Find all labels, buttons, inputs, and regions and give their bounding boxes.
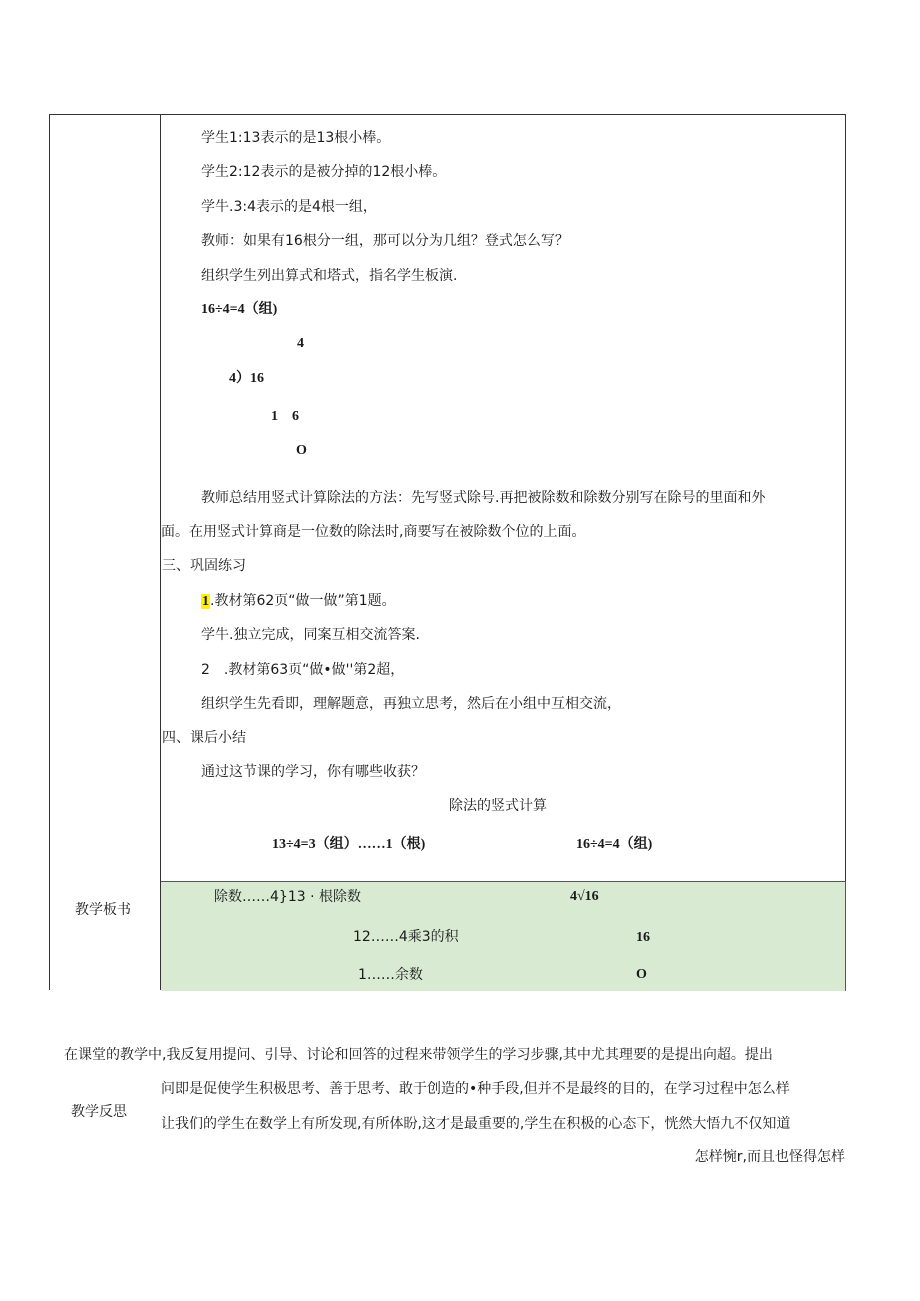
student2-line: 学生2:12表示的是被分掉的12根小棒。 bbox=[201, 164, 447, 180]
organize-line: 组织学生列出算式和塔式，指名学生板演. bbox=[201, 268, 458, 284]
reflection-line4: 怎样惋r,而且也怪得怎样 bbox=[694, 1149, 845, 1165]
table-column-divider bbox=[160, 114, 161, 990]
table-top-border bbox=[49, 114, 845, 115]
table-right-border bbox=[845, 114, 846, 882]
reflection-label: 教学反思 bbox=[71, 1104, 127, 1120]
practice-item-1 bbox=[201, 592, 396, 611]
board-product-value: 16 bbox=[636, 930, 650, 945]
board-remainder-row: 1……余数 bbox=[358, 967, 423, 983]
board-product-row: 12……4乘3的积 bbox=[353, 929, 459, 945]
board-divisor-row: 除数……4}13 · 根除数 bbox=[214, 889, 361, 905]
practice-item-2: 2 .教材第63页“做•做''第2超， bbox=[201, 662, 405, 678]
student3-line: 学牛.3:4表示的是4根一组， bbox=[201, 199, 377, 215]
board-label: 教学板书 bbox=[75, 902, 131, 918]
long-division-remainder: O bbox=[296, 443, 307, 458]
table-left-border bbox=[49, 114, 50, 990]
reflection-line2: 问即是促使学生积极思考、善于思考、敢于创造的•种手段,但并不是最终的目的，在学习过程中怎么样 bbox=[161, 1081, 790, 1097]
practice-item-1-number: 1 bbox=[202, 594, 209, 609]
board-equation-left: 13÷4=3（组）……1（根) bbox=[272, 837, 426, 852]
board-remainder-value: O bbox=[636, 967, 647, 982]
section-practice-heading: 三、巩固练习 bbox=[162, 558, 246, 574]
practice-item-1-note: 学牛.独立完成，同案互相交流答案. bbox=[201, 627, 420, 643]
teacher-summary-line1: 教师总结用竖式计算除法的方法：先写竖式除号.再把被除数和除数分别写在除号的里面和外 bbox=[201, 490, 766, 506]
student1-line: 学生1:13表示的是13根小棒。 bbox=[201, 130, 391, 146]
section-summary-heading: 四、课后小结 bbox=[162, 730, 246, 746]
reflection-line1: 在课堂的教学中,我反复用提问、引导、讨论和回答的过程来带领学生的学习步骤,其中尤其理要的是提出向超。提出 bbox=[64, 1047, 773, 1063]
teacher-question: 教师：如果有16根分一组，那可以分为几组？登式怎么写？ bbox=[201, 233, 569, 249]
summary-question: 通过这节课的学习，你有哪些收获？ bbox=[201, 764, 425, 780]
teacher-summary-line2: 面。在用竖式计算商是一位数的除法时,商要写在被除数个位的上面。 bbox=[161, 524, 586, 540]
practice-item-1-text: .教材第62页“做一做”第1题。 bbox=[210, 593, 396, 609]
equation-16-4: 16÷4=4（组) bbox=[201, 302, 278, 317]
long-division-dividend: 4）16 bbox=[229, 371, 264, 386]
long-division-quotient: 4 bbox=[297, 336, 304, 351]
board-title: 除法的竖式计算 bbox=[449, 798, 547, 814]
board-equation-right: 16÷4=4（组) bbox=[576, 837, 653, 852]
practice-item-2-note: 组织学生先看即，理解题意，再独立思考，然后在小组中互相交流， bbox=[201, 696, 621, 712]
reflection-line3: 让我们的学生在数学上有所发现,有所体盼,这才是最重要的,学生在积极的心态下，恍然大悟九不仅知道 bbox=[161, 1116, 791, 1132]
board-division-symbol: 4√16 bbox=[570, 889, 599, 904]
long-division-product: 1 6 bbox=[271, 409, 299, 424]
